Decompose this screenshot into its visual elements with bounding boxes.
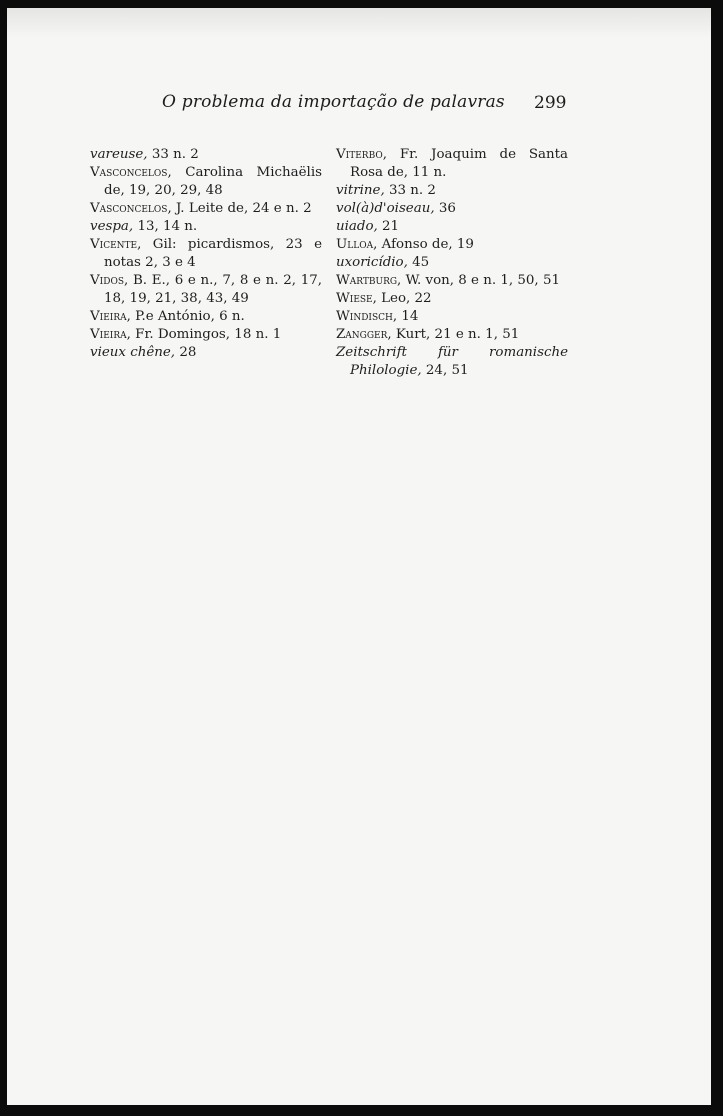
index-entry-refs: 21 [377, 219, 400, 234]
running-title: O problema da importação de palavras [162, 92, 505, 112]
index-entry [90, 164, 322, 200]
index-entry-refs: 28 [175, 345, 197, 360]
index-entry-refs: Fr. Domingos, 18 n. 1 [130, 327, 282, 342]
index-entry-refs: B. E., 6 e n., 7, 8 e n. 2, 17, 18, 19, 21, 38, 43, 49 [104, 273, 322, 306]
index-entry [90, 326, 322, 344]
index-entry-term: vol(à)d'oiseau, [336, 201, 435, 216]
index-entry [336, 182, 568, 200]
index-entry-name: Wartburg, [336, 273, 402, 288]
index-entry-name: Windisch, [336, 309, 398, 324]
page-sheet [7, 8, 711, 1105]
index-entry-term: vespa, [90, 219, 134, 234]
index-entry [90, 236, 322, 272]
index-entry [336, 308, 568, 326]
index-entry-name: Vieira, [90, 309, 131, 324]
index-entry-refs: W. von, 8 e n. 1, 50, 51 [401, 273, 560, 288]
index-entry [336, 254, 568, 272]
index-entry [336, 326, 568, 344]
index-entry-name: Vicente, [90, 237, 142, 252]
index-entry-term: Zeitschrift für romanische Philologie, [336, 345, 568, 378]
index-entry-term: uiado, [336, 219, 378, 234]
index-entry [336, 272, 568, 290]
page-number: 299 [534, 93, 567, 113]
index-entry-name: Zangger, [336, 327, 392, 342]
index-entry [336, 200, 568, 218]
index-entry-term: vareuse, [90, 147, 148, 162]
page-header [162, 92, 582, 122]
index-entry [336, 344, 568, 380]
index-entry-refs: Leo, 22 [376, 291, 432, 306]
index-entry-refs: Carolina Michaëlis de, 19, 20, 29, 48 [104, 165, 322, 198]
index-entry-name: Vasconcelos, [90, 201, 172, 216]
index-entry-name: Vieira, [90, 327, 131, 342]
index-entry-name: Vasconcelos, [90, 165, 172, 180]
index-entry [90, 200, 322, 218]
index-entry-refs: 14 [397, 309, 419, 324]
index-entry [90, 218, 322, 236]
index-column-right [336, 146, 568, 380]
index-entry-refs: 24, 51 [421, 363, 469, 378]
index-entry-term: vieux chêne, [90, 345, 176, 360]
index-entry-refs: Gil: picardismos, 23 e notas 2, 3 e 4 [104, 237, 322, 270]
index-entry [336, 290, 568, 308]
index-entry-refs: 13, 14 n. [133, 219, 198, 234]
index-entry [90, 344, 322, 362]
index-entry-refs: 33 n. 2 [384, 183, 436, 198]
index-entry [90, 146, 322, 164]
index-entry [90, 272, 322, 308]
index-entry-refs: Kurt, 21 e n. 1, 51 [391, 327, 520, 342]
index-entry-name: Vidos, [90, 273, 129, 288]
index-entry-refs: 36 [434, 201, 456, 216]
index-entry-term: uxoricídio, [336, 255, 408, 270]
index-entry-refs: 33 n. 2 [147, 147, 199, 162]
index-entry [336, 218, 568, 236]
index-entry [336, 236, 568, 254]
index-entry-term: vitrine, [336, 183, 385, 198]
index-entry [90, 308, 322, 326]
index-entry-name: Wiese, [336, 291, 377, 306]
index-entry-refs: 45 [407, 255, 430, 270]
index-entry-name: Viterbo, [336, 147, 387, 162]
index-column-left [90, 146, 322, 362]
index-entry-refs: J. Leite de, 24 e n. 2 [171, 201, 312, 216]
index-entry-refs: P.e António, 6 n. [130, 309, 245, 324]
index-entry-refs: Afonso de, 19 [377, 237, 474, 252]
index-entry [336, 146, 568, 182]
page-shadow [7, 8, 711, 38]
index-entry-refs: Fr. Joaquim de Santa Rosa de, 11 n. [350, 147, 568, 180]
index-entry-name: Ulloa, [336, 237, 378, 252]
